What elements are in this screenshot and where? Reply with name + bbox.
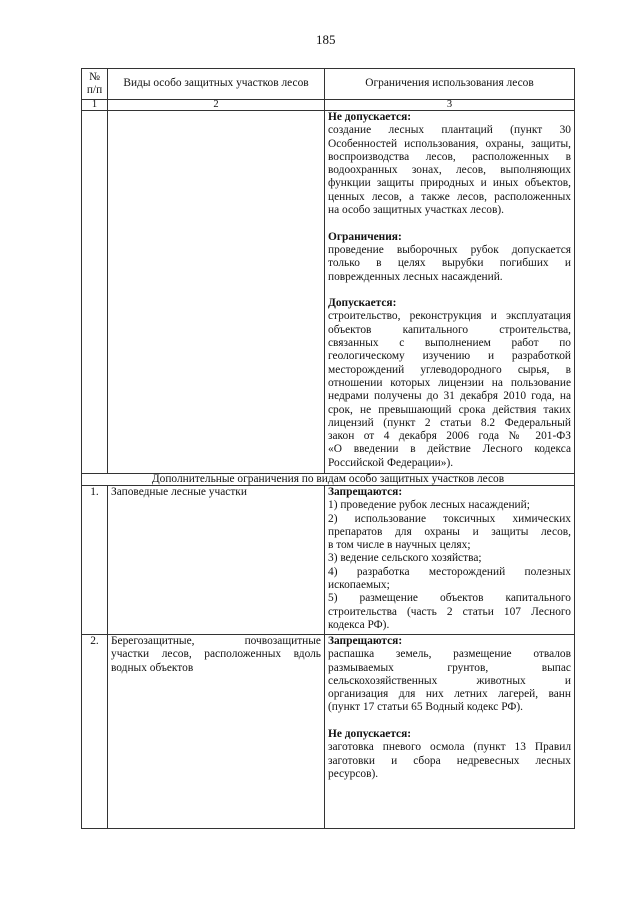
header-number: № п/п <box>82 69 108 100</box>
text-line: сельскохозяйственных животных и <box>328 674 571 687</box>
text-line: Берегозащитные, почвозащитные <box>111 635 321 647</box>
row-number: 2. <box>82 635 108 829</box>
text-line: ценных лесов, а также лесов, расположенных <box>328 190 571 203</box>
table-row <box>82 486 575 635</box>
text-line: 5) размещение объектов капитального <box>328 592 571 605</box>
text-line: размываемых грунтов, выпас <box>328 661 571 674</box>
text-line: месторождений углеводородного сырья, в <box>328 363 571 376</box>
text-line: в том числе в научных целях; <box>328 539 471 552</box>
forest-restrictions-table <box>81 68 575 829</box>
text-line: функции защиты природных и иных объектов, <box>328 177 571 190</box>
block-title: Допускается: <box>328 297 397 310</box>
column-number: 2 <box>108 100 325 111</box>
text-line: заготовки и сбора недревесных лесных <box>328 754 571 767</box>
text-line: геологическому изучению и разработкой <box>328 350 571 363</box>
text-line: (пункт 17 статьи 65 Водный кодекс РФ). <box>328 701 523 714</box>
text-line: Заповедные лесные участки <box>111 486 247 498</box>
text-line: заготовка пневого осмола (пункт 13 Правил <box>328 741 571 754</box>
restrictions-cell <box>325 635 575 829</box>
text-line: организация для них летних лагерей, ванн <box>328 688 571 701</box>
text-line: 1) проведение рубок лесных насаждений; <box>328 499 530 512</box>
row-number: 1. <box>82 486 108 635</box>
text-line: лицензий (пункт 2 статьи 8.2 Федеральный <box>328 416 571 429</box>
block-title: Не допускается: <box>328 111 412 123</box>
column-number: 3 <box>325 100 575 111</box>
text-line: связанных с выполнением работ по <box>328 337 571 350</box>
text-line: участки лесов, расположенных вдоль <box>111 648 321 661</box>
text-line: Российской Федерации»). <box>328 456 454 469</box>
text-line: распашка земель, размещение отвалов <box>328 648 571 661</box>
text-line: поврежденных лесных насаждений. <box>328 270 503 283</box>
text-line: отношении которых лицензии на пользование <box>328 376 571 389</box>
text-line: на особо защитных участках лесов). <box>328 204 505 217</box>
text-line: строительство, реконструкция и эксплуатация <box>328 310 571 323</box>
header-forest-type: Виды особо защитных участков лесов <box>108 69 325 100</box>
forest-type-cell <box>108 486 325 635</box>
column-numbers-row <box>82 100 575 111</box>
text-line: воспроизводства лесов, расположенных в <box>328 150 571 163</box>
text-line: водных объектов <box>111 661 194 674</box>
text-line: ископаемых; <box>328 579 390 592</box>
block-title: Запрещаются: <box>328 635 403 647</box>
text-line: создание лесных плантаций (пункт 30 <box>328 124 571 137</box>
text-line: строительства (часть 2 статьи 107 Лесного <box>328 605 571 618</box>
column-number: 1 <box>82 100 108 111</box>
text-line: «О введении в действие Лесного кодекса <box>328 443 571 456</box>
text-line: только в целях вырубки погибших и <box>328 257 571 270</box>
forest-type-cell <box>108 635 325 829</box>
restrictions-cell <box>325 486 575 635</box>
header-restrictions: Ограничения использования лесов <box>325 69 575 100</box>
text-line: ресурсов). <box>328 767 379 780</box>
text-line: водоохранных зонах, лесов, выполняющих <box>328 164 571 177</box>
block-title: Не допускается: <box>328 728 412 741</box>
general-row <box>82 111 575 474</box>
text-line: Особенностей использования, охраны, защиты, <box>328 137 571 150</box>
table-header-row <box>82 69 575 100</box>
block-title: Ограничения: <box>328 230 402 243</box>
text-line: проведение выборочных рубок допускается <box>328 243 571 256</box>
block-title: Запрещаются: <box>328 486 403 498</box>
text-line: 4) разработка месторождений полезных <box>328 565 571 578</box>
text-line: закон от 4 декабря 2006 года № 201-ФЗ <box>328 430 571 443</box>
text-line: кодекса РФ). <box>328 618 390 631</box>
text-line: 2) использование токсичных химических <box>328 512 571 525</box>
text-line: недрами получены до 31 декабря 2010 года, на <box>328 390 571 403</box>
section-title: Дополнительные ограничения по видам особо защитных участков лесов <box>82 474 575 486</box>
general-restrictions-cell <box>325 111 575 474</box>
text-line: препаратов для охраны и защиты лесов, <box>328 525 571 538</box>
text-line: объектов капитального строительства, <box>328 323 571 336</box>
page-number: 185 <box>316 32 336 47</box>
section-row <box>82 474 575 486</box>
table-row <box>82 635 575 829</box>
text-line: 3) ведение сельского хозяйства; <box>328 552 482 565</box>
text-line: срок, не превышающий срока действия таких <box>328 403 571 416</box>
